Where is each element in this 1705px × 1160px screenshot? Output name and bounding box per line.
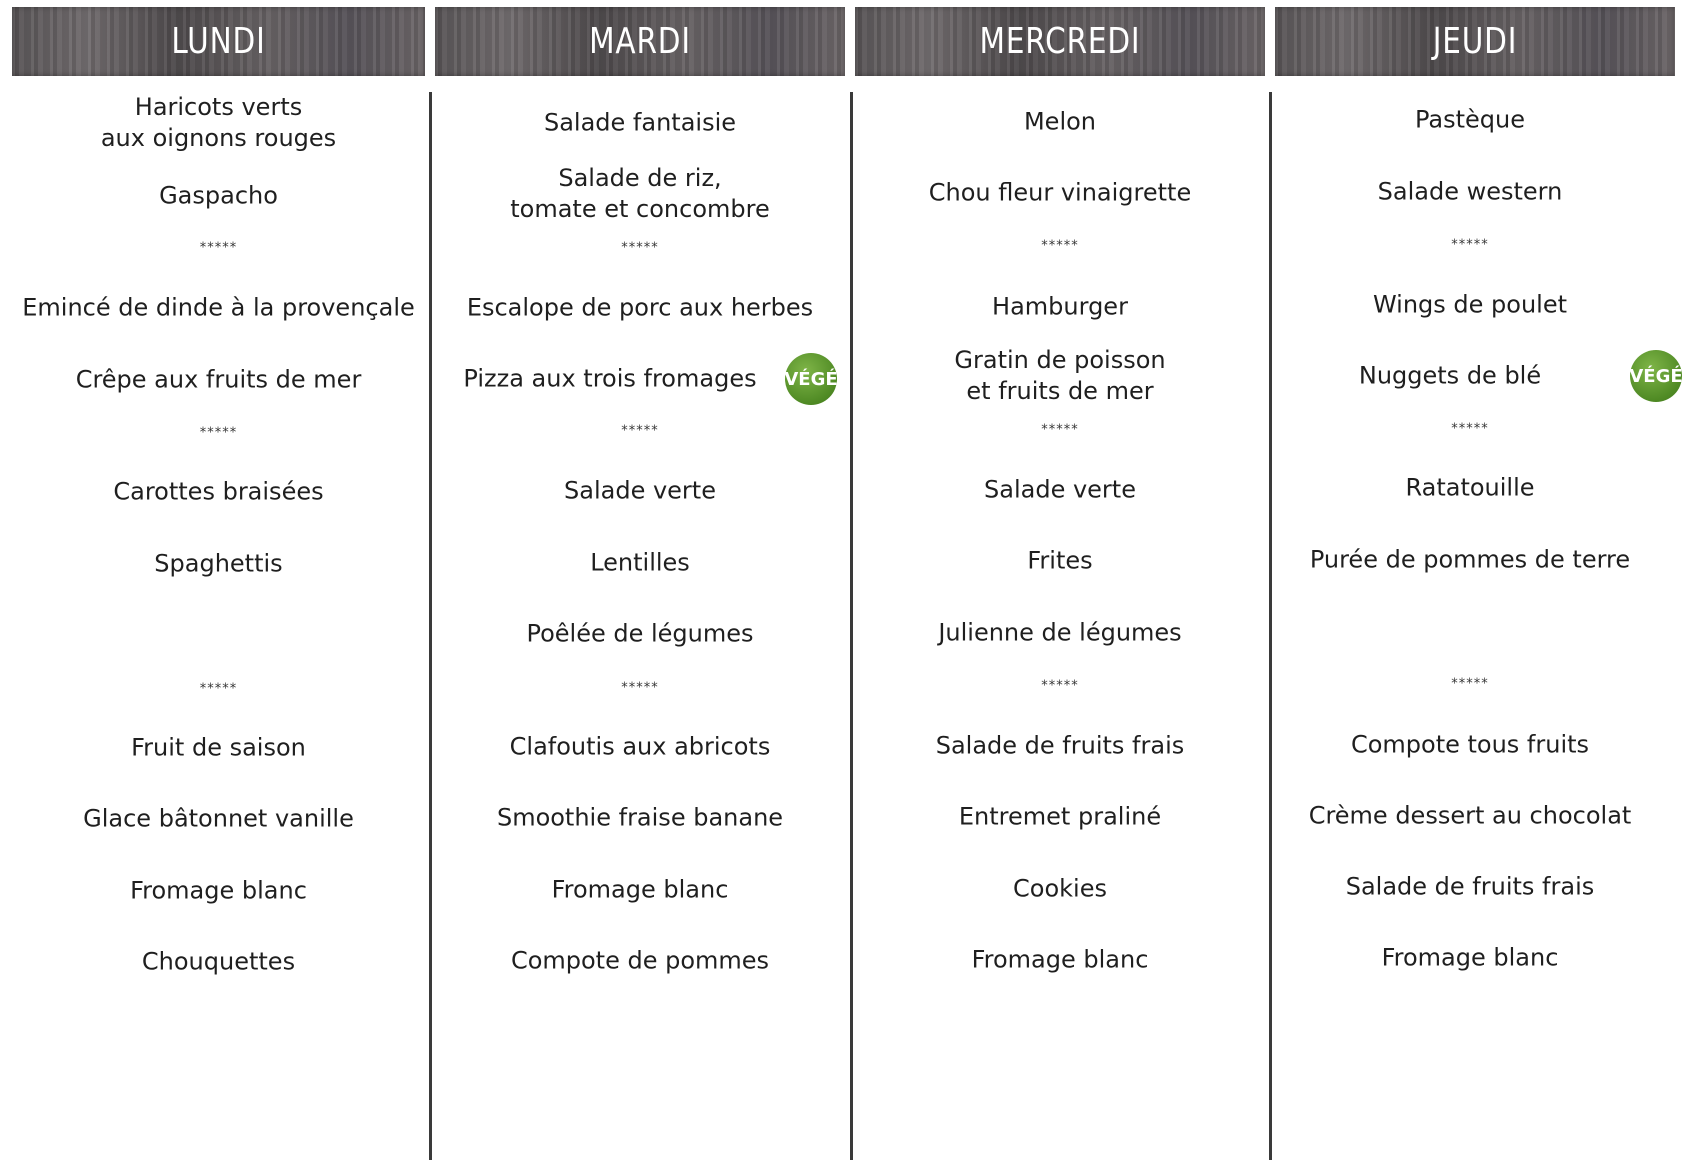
separator [12, 682, 425, 697]
menu-item-line: Melon [1023, 107, 1097, 136]
separator [1255, 677, 1685, 692]
separator [855, 679, 1265, 694]
menu-item [12, 876, 425, 907]
menu-item-line: Fromage blanc [551, 875, 729, 904]
menu-item [435, 875, 845, 906]
menu-item-line: Pastèque [1415, 105, 1525, 134]
menu-item [12, 549, 425, 580]
menu-item-line: Fromage blanc [971, 945, 1149, 974]
menu-item-line: Julienne de légumes [938, 618, 1182, 647]
menu-item [435, 108, 845, 139]
menu-item-line: ***** [199, 681, 238, 697]
menu-item-line: Crème dessert au chocolat [1308, 801, 1632, 830]
menu-item-line: Smoothie fraise banane [496, 803, 784, 832]
day-title: JEUDI [1432, 21, 1518, 62]
menu-item-line: ***** [621, 680, 659, 696]
separator [855, 423, 1265, 438]
menu-item-line: ***** [1451, 676, 1489, 692]
day-title: MARDI [589, 21, 691, 62]
menu-item-line: Entremet praliné [958, 802, 1162, 831]
menu-item-line: Chou fleur vinaigrette [928, 178, 1192, 207]
menu-item [855, 107, 1265, 138]
menu-item-line: ***** [621, 240, 659, 256]
separator [855, 239, 1265, 254]
day-title: LUNDI [171, 21, 266, 62]
menu-item [1255, 290, 1685, 321]
menu-item-line: Pizza aux trois fromages [463, 364, 757, 393]
menu-item [435, 476, 845, 507]
separator [12, 426, 425, 441]
menu-item-line: ***** [199, 240, 238, 256]
menu-item [1255, 801, 1685, 832]
menu-item [435, 619, 845, 650]
menu-item-line: Frites [1027, 546, 1093, 575]
menu-item [855, 945, 1265, 976]
menu-item [1255, 473, 1685, 504]
menu-item [855, 475, 1265, 506]
menu-item-line: ***** [1041, 422, 1079, 438]
menu-item-line: aux oignons rouges [100, 124, 337, 152]
menu-item [855, 618, 1265, 649]
separator [1255, 238, 1685, 253]
menu-item-line: Gaspacho [159, 181, 278, 210]
vege-badge-icon: VÉGÉ [785, 353, 837, 405]
menu-item [855, 292, 1265, 323]
column-divider [429, 92, 432, 1160]
menu-item [12, 733, 425, 764]
menu-column-mercredi [855, 0, 1265, 1160]
menu-item [12, 477, 425, 508]
menu-item [1255, 177, 1685, 208]
menu-item [855, 345, 1265, 407]
menu-item-line: ***** [621, 423, 659, 439]
menu-item-line: Salade de fruits frais [1345, 872, 1595, 901]
menu-column-jeudi [1275, 0, 1705, 1160]
menu-item-line: et fruits de mer [966, 377, 1154, 405]
menu-item-line: Emincé de dinde à la provençale [22, 293, 415, 322]
menu-item-line: Cookies [1013, 874, 1107, 903]
menu-item-line: Hamburger [992, 292, 1128, 321]
menu-column-mardi [435, 0, 845, 1160]
separator [435, 681, 845, 696]
menu-item-line: Salade de riz, [558, 164, 722, 192]
menu-item [1255, 730, 1685, 761]
menu-item-line: Salade western [1377, 177, 1563, 206]
menu-item-line: Fruit de saison [131, 733, 306, 762]
menu-item [855, 802, 1265, 833]
menu-item [855, 731, 1265, 762]
menu-item-line: Compote tous fruits [1350, 730, 1590, 759]
menu-item-line: Spaghettis [154, 549, 283, 578]
menu-item-line: Fromage blanc [130, 876, 307, 905]
menu-item [855, 546, 1265, 577]
menu-item-line: Carottes braisées [113, 477, 324, 506]
menu-item-line: Salade verte [564, 476, 716, 505]
menu-item [855, 178, 1265, 209]
menu-item-line: Glace bâtonnet vanille [83, 804, 354, 833]
menu-item-line: Nuggets de blé [1358, 361, 1542, 390]
menu-item [435, 548, 845, 579]
separator [435, 241, 845, 256]
column-divider [850, 92, 853, 1160]
menu-item-line: ***** [199, 425, 238, 441]
menu-item-line: Escalope de porc aux herbes [466, 293, 814, 322]
menu-item [1255, 105, 1685, 136]
vege-badge-icon: VÉGÉ [1630, 350, 1682, 402]
day-title: MERCREDI [979, 21, 1141, 62]
menu-item [12, 947, 425, 978]
menu-item-line: Compote de pommes [510, 946, 770, 975]
menu-item-line: Wings de poulet [1372, 290, 1568, 319]
menu-item-line: Fromage blanc [1381, 943, 1559, 972]
menu-item [435, 803, 845, 834]
separator [12, 241, 425, 256]
menu-item-line: tomate et concombre [510, 195, 770, 223]
menu-item-line: Salade verte [984, 475, 1136, 504]
menu-item-line: Lentilles [590, 548, 690, 577]
menu-item-line: Ratatouille [1405, 473, 1535, 502]
menu-item-line: Crêpe aux fruits de mer [75, 365, 362, 394]
menu-item-line: Poêlée de légumes [526, 619, 754, 648]
menu-item-line: Gratin de poisson [954, 346, 1166, 374]
menu-item-line: ***** [1451, 237, 1489, 253]
menu-item-line: Haricots verts [134, 93, 303, 121]
menu-item-line: Salade fantaisie [543, 108, 737, 137]
menu-item-line: ***** [1041, 238, 1079, 254]
menu-item [12, 804, 425, 835]
menu-item [435, 732, 845, 763]
menu-item [855, 874, 1265, 905]
menu-item [1255, 943, 1685, 974]
menu-item-line: ***** [1451, 421, 1489, 437]
separator [435, 424, 845, 439]
menu-item-line: Chouquettes [141, 947, 296, 976]
menu-item [12, 365, 425, 396]
separator [1255, 422, 1685, 437]
menu-item-line: Clafoutis aux abricots [509, 732, 771, 761]
menu-item [435, 163, 845, 225]
menu-item-line: ***** [1041, 678, 1079, 694]
menu-item [435, 946, 845, 977]
menu-item [12, 92, 425, 154]
menu-item [1255, 361, 1645, 392]
menu-column-lundi [12, 0, 425, 1160]
menu-item [1255, 872, 1685, 903]
menu-item [1255, 545, 1685, 576]
menu-item-line: Salade de fruits frais [935, 731, 1185, 760]
menu-item-line: Purée de pommes de terre [1309, 545, 1631, 574]
menu-item [12, 181, 425, 212]
menu-item [435, 293, 845, 324]
menu-item [435, 364, 785, 395]
menu-item [12, 293, 425, 324]
